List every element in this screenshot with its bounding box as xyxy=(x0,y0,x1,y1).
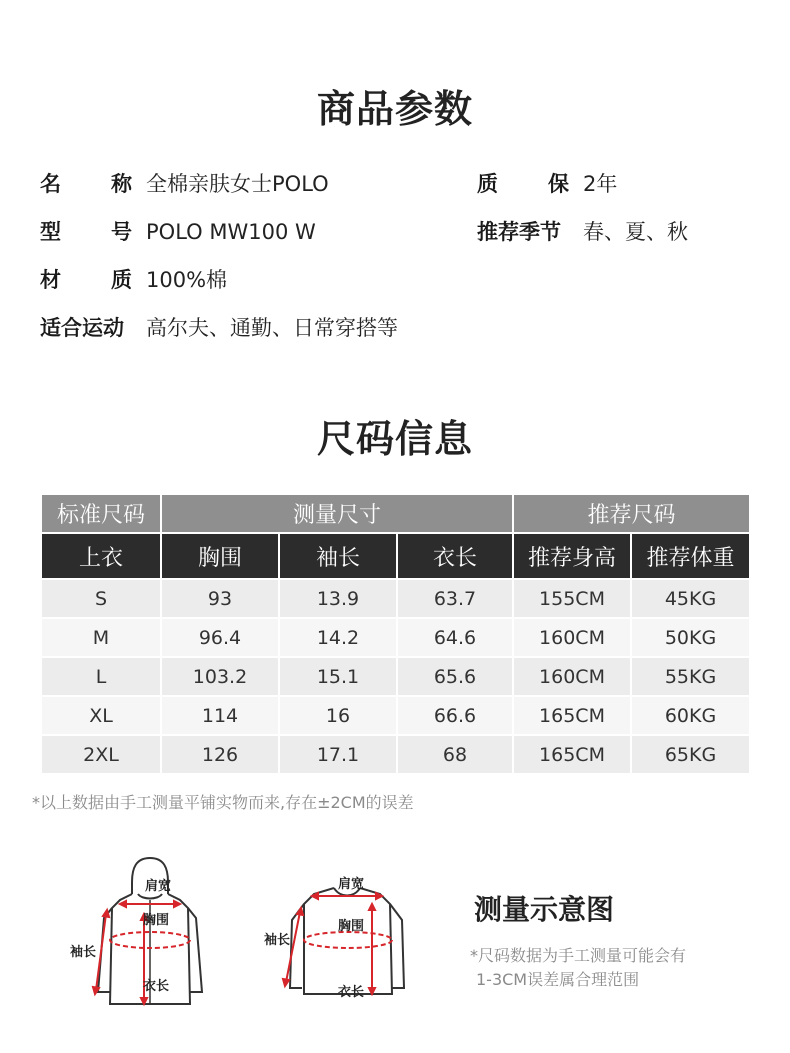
table-cell: 155CM xyxy=(513,579,631,618)
param-sports-value: 高尔夫、通勤、日常穿搭等 xyxy=(146,316,398,340)
param-model xyxy=(40,217,360,247)
shirt-sleeve-label: 袖长 xyxy=(264,933,291,948)
param-material-value: 100%棉 xyxy=(146,268,228,292)
table-cell: 16 xyxy=(279,696,397,735)
param-season-label: 推荐季节 xyxy=(477,220,561,244)
table-cell: 66.6 xyxy=(397,696,513,735)
table-cell: S xyxy=(41,579,161,618)
params-title: 商品参数 xyxy=(316,87,473,131)
column-header: 袖长 xyxy=(279,533,397,579)
param-season xyxy=(477,217,757,247)
column-header: 推荐身高 xyxy=(513,533,631,579)
jacket-chest-label: 胸围 xyxy=(143,913,170,928)
table-cell: 14.2 xyxy=(279,618,397,657)
param-name xyxy=(40,169,360,199)
table-cell: 96.4 xyxy=(161,618,279,657)
table-cell: 60KG xyxy=(631,696,750,735)
table-cell: 64.6 xyxy=(397,618,513,657)
table-cell: 55KG xyxy=(631,657,750,696)
column-header: 衣长 xyxy=(397,533,513,579)
jacket-shoulder-label: 肩宽 xyxy=(145,879,172,894)
table-cell: 93 xyxy=(161,579,279,618)
table-cell: 103.2 xyxy=(161,657,279,696)
diagram-note-line: *尺码数据为手工测量可能会有 xyxy=(470,946,687,965)
column-header: 推荐体重 xyxy=(631,533,750,579)
table-cell: 160CM xyxy=(513,618,631,657)
table-cell: 65KG xyxy=(631,735,750,774)
table-cell: 2XL xyxy=(41,735,161,774)
jacket-measure-figure xyxy=(60,852,240,1012)
table-cell: 17.1 xyxy=(279,735,397,774)
size-table xyxy=(40,493,751,775)
diagram-note-line: 1-3CM误差属合理范围 xyxy=(476,970,640,989)
table-row xyxy=(41,696,750,735)
shirt-shoulder-label: 肩宽 xyxy=(338,877,365,892)
param-warranty-label: 质 保 xyxy=(477,172,569,196)
table-row xyxy=(41,735,750,774)
group-header-standard: 标准尺码 xyxy=(41,494,161,533)
table-row xyxy=(41,657,750,696)
table-row xyxy=(41,579,750,618)
param-sports-label: 适合运动 xyxy=(40,316,124,340)
table-cell: L xyxy=(41,657,161,696)
shirt-measure-figure xyxy=(262,868,432,1014)
param-season-value: 春、夏、秋 xyxy=(583,220,688,244)
diagram-title: 测量示意图 xyxy=(474,893,615,926)
group-header-measure: 测量尺寸 xyxy=(161,494,513,533)
param-name-value: 全棉亲肤女士POLO xyxy=(146,172,329,196)
table-cell: 45KG xyxy=(631,579,750,618)
group-header-recommend: 推荐尺码 xyxy=(513,494,750,533)
shirt-length-label: 衣长 xyxy=(338,985,365,1000)
table-cell: 50KG xyxy=(631,618,750,657)
param-name-label: 名 称 xyxy=(40,172,132,196)
param-model-value: POLO MW100 W xyxy=(146,220,316,244)
table-column-header-row xyxy=(41,533,750,579)
shirt-chest-label: 胸围 xyxy=(338,919,365,934)
param-warranty xyxy=(477,169,757,199)
table-cell: 114 xyxy=(161,696,279,735)
table-cell: M xyxy=(41,618,161,657)
diagram-note xyxy=(470,944,686,992)
jacket-sleeve-label: 袖长 xyxy=(70,945,97,960)
table-cell: 15.1 xyxy=(279,657,397,696)
column-header: 上衣 xyxy=(41,533,161,579)
size-title: 尺码信息 xyxy=(316,417,473,461)
table-cell: 63.7 xyxy=(397,579,513,618)
table-cell: 160CM xyxy=(513,657,631,696)
param-warranty-value: 2年 xyxy=(583,172,618,196)
table-cell: 165CM xyxy=(513,735,631,774)
column-header: 胸围 xyxy=(161,533,279,579)
measurement-footnote: *以上数据由手工测量平铺实物而来,存在±2CM的误差 xyxy=(32,793,414,812)
table-cell: 65.6 xyxy=(397,657,513,696)
jacket-length-label: 衣长 xyxy=(143,979,170,994)
table-group-header-row xyxy=(41,494,750,533)
table-cell: 165CM xyxy=(513,696,631,735)
table-cell: XL xyxy=(41,696,161,735)
table-cell: 68 xyxy=(397,735,513,774)
param-sports xyxy=(40,313,460,343)
param-material-label: 材 质 xyxy=(40,268,132,292)
param-model-label: 型 号 xyxy=(40,220,132,244)
param-material xyxy=(40,265,360,295)
table-row xyxy=(41,618,750,657)
table-cell: 13.9 xyxy=(279,579,397,618)
table-cell: 126 xyxy=(161,735,279,774)
